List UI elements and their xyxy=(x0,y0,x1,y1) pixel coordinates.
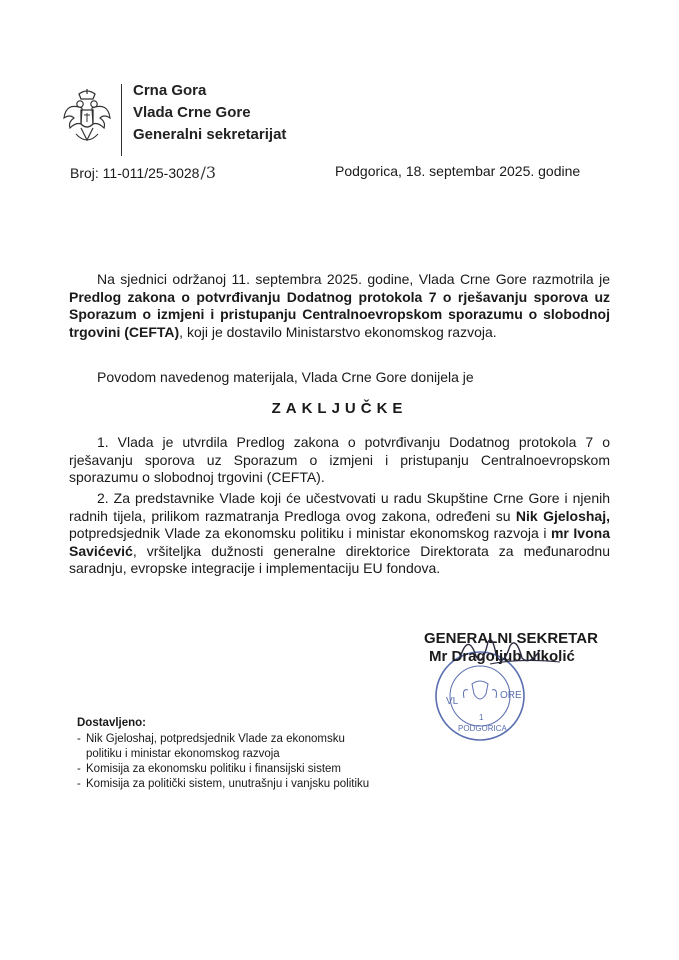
conclusion-2 xyxy=(69,490,610,578)
paragraph-intro-outro: , koji je dostavilo Ministarstvo ekonomskog razvoja. xyxy=(179,323,497,340)
paragraph-decision-text: Povodom navedenog materijala, Vlada Crne Gore donijela je xyxy=(97,369,474,385)
conclusion-1-text: 1. Vlada je utvrdila Predlog zakona o potvrđivanju Dodatnog protokola 7 o rješavanju sporova uz Sporazum o izmjeni i pristupanju Centralnoevropskom sporazumu o slobodnoj trgovini (CEFTA). xyxy=(69,434,610,485)
handwritten-mark: /3 xyxy=(200,163,217,182)
reference-line xyxy=(70,163,609,183)
conclusion-2-part2: potpredsjednik Vlade za ekonomsku politiku i ministar ekonomskog razvoja i xyxy=(69,525,551,541)
reference-broj: Broj: 11-011/25-3028 xyxy=(70,165,200,181)
conclusion-2-name1: Nik Gjeloshaj, xyxy=(515,507,610,524)
distribution-items xyxy=(77,732,369,792)
conclusion-2-name2: mr Ivona Savićević xyxy=(69,525,610,559)
paragraph-intro-law-title: Predlog zakona o potvrđivanju Dodatnog protokola 7 o rješavanju sporova uz Sporazum o izmjeni i pristupanju Centralnoevropskom sporazumu o slobodnoj trgovini (CEFTA) xyxy=(69,288,610,340)
header-divider xyxy=(121,84,122,156)
stamp-ring-right: ORE xyxy=(500,690,522,701)
header-secretariat: Generalni sekretarijat xyxy=(133,126,287,143)
distribution-item-1-line1: - Nik Gjeloshaj, potpredsjednik Vlade za ekonomsku xyxy=(86,733,345,745)
header-government: Vlada Crne Gore xyxy=(133,104,251,121)
coat-of-arms-icon xyxy=(62,88,112,148)
document-date: Podgorica, 18. septembar 2025. godine xyxy=(335,163,581,179)
conclusion-2-part3: , vršiteljka dužnosti generalne direktorice Direktorata za međunarodnu saradnju, evropske integracije i implementaciju EU fondova. xyxy=(69,542,610,576)
stamp-city: PODGORICA xyxy=(458,724,507,733)
paragraph-intro xyxy=(69,271,610,341)
distribution-item-1 xyxy=(77,732,369,762)
handwritten-signature xyxy=(430,628,590,678)
letterhead xyxy=(62,78,322,158)
paragraph-intro-text: Na sjednici održanoj 11. septembra 2025. godine, Vlada Crne Gore razmotrila je xyxy=(97,271,610,287)
signature-title: GENERALNI SEKRETAR xyxy=(424,630,598,647)
distribution-title: Dostavljeno: xyxy=(77,717,147,729)
distribution-item-2: - Komisija za ekonomsku politiku i finansijski sistem xyxy=(77,762,369,777)
signature-name: Mr Dragoljub Nikolić xyxy=(429,648,575,665)
conclusions-heading: ZAKLJUČKE xyxy=(271,400,408,417)
conclusion-2-part1: 2. Za predstavnike Vlade koji će učestvovati u radu Skupštine Crne Gore i njenih radnih tijela, prilikom razmatranja Predloga ovog zakona, određeni su xyxy=(69,490,610,524)
distribution-list xyxy=(77,716,369,792)
distribution-item-1-line2: politiku i ministar ekonomskog razvoja xyxy=(86,748,280,760)
reference-number xyxy=(70,163,216,182)
header-country: Crna Gora xyxy=(133,82,207,99)
stamp-number: 1 xyxy=(479,713,484,722)
distribution-item-3: - Komisija za politički sistem, unutrašnju i vanjsku politiku xyxy=(77,777,369,792)
header-text xyxy=(133,80,286,146)
paragraph-decision xyxy=(69,369,610,387)
stamp-ring-left: VL xyxy=(446,696,459,707)
conclusion-1 xyxy=(69,434,610,487)
